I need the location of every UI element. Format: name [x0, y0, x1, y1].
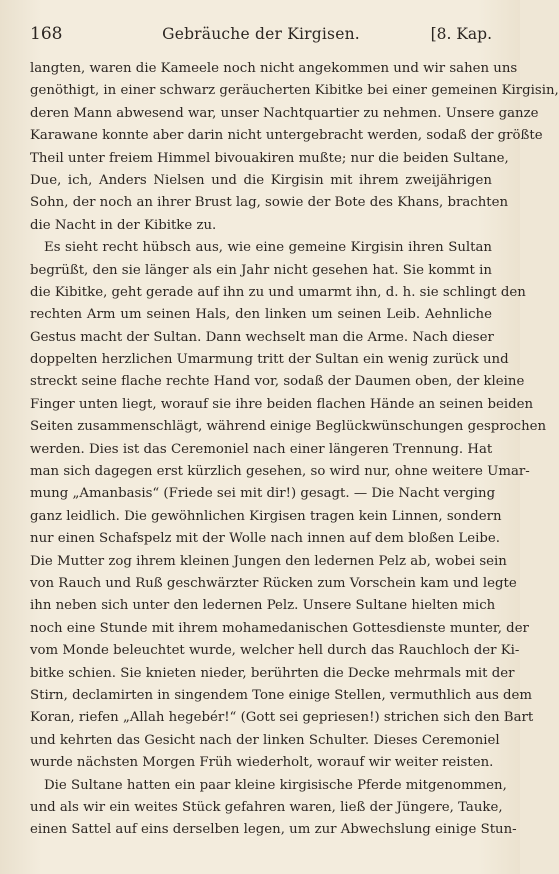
text-line: begrüßt, den sie länger als ein Jahr nicht gesehen hat. Sie kommt in	[30, 262, 492, 278]
page-body-text	[30, 58, 559, 842]
text-line: Sohn, der noch an ihrer Brust lag, sowie der Bote des Khans, brachten	[30, 195, 509, 211]
running-title: Gebräuche der Kirgisen.	[162, 25, 360, 43]
text-line: ihn neben sich unter den ledernen Pelz. Unsere Sultane hielten mich	[30, 598, 496, 614]
text-line: Koran, riefen „Allah hegebér!“ (Gott sei gepriesen!) strichen sich den Bart	[30, 710, 534, 726]
page-number: 168	[30, 24, 63, 44]
text-line: mung „Amanbasis“ (Friede sei mit dir!) gesagt. — Die Nacht verging	[30, 486, 496, 502]
page-header	[30, 24, 492, 50]
text-line: Die Sultane hatten ein paar kleine kirgisische Pferde mitgenommen,	[44, 777, 507, 793]
text-line: langten, waren die Kameele noch nicht angekommen und wir sahen uns	[30, 61, 518, 76]
text-line: Die Mutter zog ihrem kleinen Jungen den ledernen Pelz ab, wobei sein	[30, 553, 507, 569]
text-line: einen Sattel auf eins derselben legen, um zur Abwechslung einige Stun-	[30, 822, 517, 838]
text-line: Theil unter freiem Himmel bivouakiren mußte; nur die beiden Sultane,	[30, 150, 509, 166]
text-line: und als wir ein weites Stück gefahren waren, ließ der Jüngere, Tauke,	[30, 799, 503, 815]
text-line: werden. Dies ist das Ceremoniel nach einer längeren Trennung. Hat	[30, 441, 493, 457]
text-line: bitke schien. Sie knieten nieder, berührten die Decke mehrmals mit der	[30, 665, 515, 681]
text-line: Due, ich, Anders Nielsen und die Kirgisin mit ihrem zweijährigen	[30, 172, 492, 188]
text-line: deren Mann abwesend war, unser Nachtquartier zu nehmen. Unsere ganze	[30, 105, 539, 121]
text-line: Stirn, declamirten in singendem Tone einige Stellen, vermuthlich aus dem	[30, 687, 533, 703]
text-line: doppelten herzlichen Umarmung tritt der Sultan ein wenig zurück und	[30, 352, 509, 368]
text-line: genöthigt, in einer schwarz geräucherten Kibitke bei einer gemeinen Kirgisin,	[30, 83, 559, 99]
text-line: Karawane konnte aber darin nicht untergebracht werden, sodaß der größte	[30, 128, 543, 144]
text-line: von Rauch und Ruß geschwärzter Rücken zum Vorschein kam und legte	[30, 575, 517, 591]
text-line: ganz leidlich. Die gewöhnlichen Kirgisen tragen kein Linnen, sondern	[30, 508, 502, 524]
text-line: Gestus macht der Sultan. Dann wechselt man die Arme. Nach dieser	[30, 329, 494, 345]
text-line: vom Monde beleuchtet wurde, welcher hell durch das Rauchloch der Ki-	[30, 643, 520, 659]
text-line: und kehrten das Gesicht nach der linken Schulter. Dieses Ceremoniel	[30, 732, 500, 748]
text-line: Seiten zusammenschlägt, während einige Beglückwünschungen gesprochen	[30, 419, 547, 435]
text-line: wurde nächsten Morgen Früh wiederholt, worauf wir weiter reisten.	[30, 755, 494, 771]
text-line: man sich dagegen erst kürzlich gesehen, so wird nur, ohne weitere Umar-	[30, 464, 530, 480]
text-line: streckt seine flache rechte Hand vor, sodaß der Daumen oben, der kleine	[30, 374, 525, 390]
text-line: nur einen Schafspelz mit der Wolle nach innen auf dem bloßen Leibe.	[30, 531, 500, 547]
text-line: die Nacht in der Kibitke zu.	[30, 217, 217, 233]
text-line: Finger unten liegt, worauf sie ihre beiden flachen Hände an seinen beiden	[30, 396, 534, 412]
text-line: die Kibitke, geht gerade auf ihn zu und umarmt ihn, d. h. sie schlingt den	[30, 284, 526, 300]
chapter-marker: [8. Kap.	[430, 25, 492, 43]
text-line: Es sieht recht hübsch aus, wie eine gemeine Kirgisin ihren Sultan	[44, 240, 492, 256]
text-line: rechten Arm um seinen Hals, den linken um seinen Leib. Aehnliche	[30, 307, 492, 323]
text-line: noch eine Stunde mit ihrem mohamedanischen Gottesdienste munter, der	[30, 620, 529, 636]
